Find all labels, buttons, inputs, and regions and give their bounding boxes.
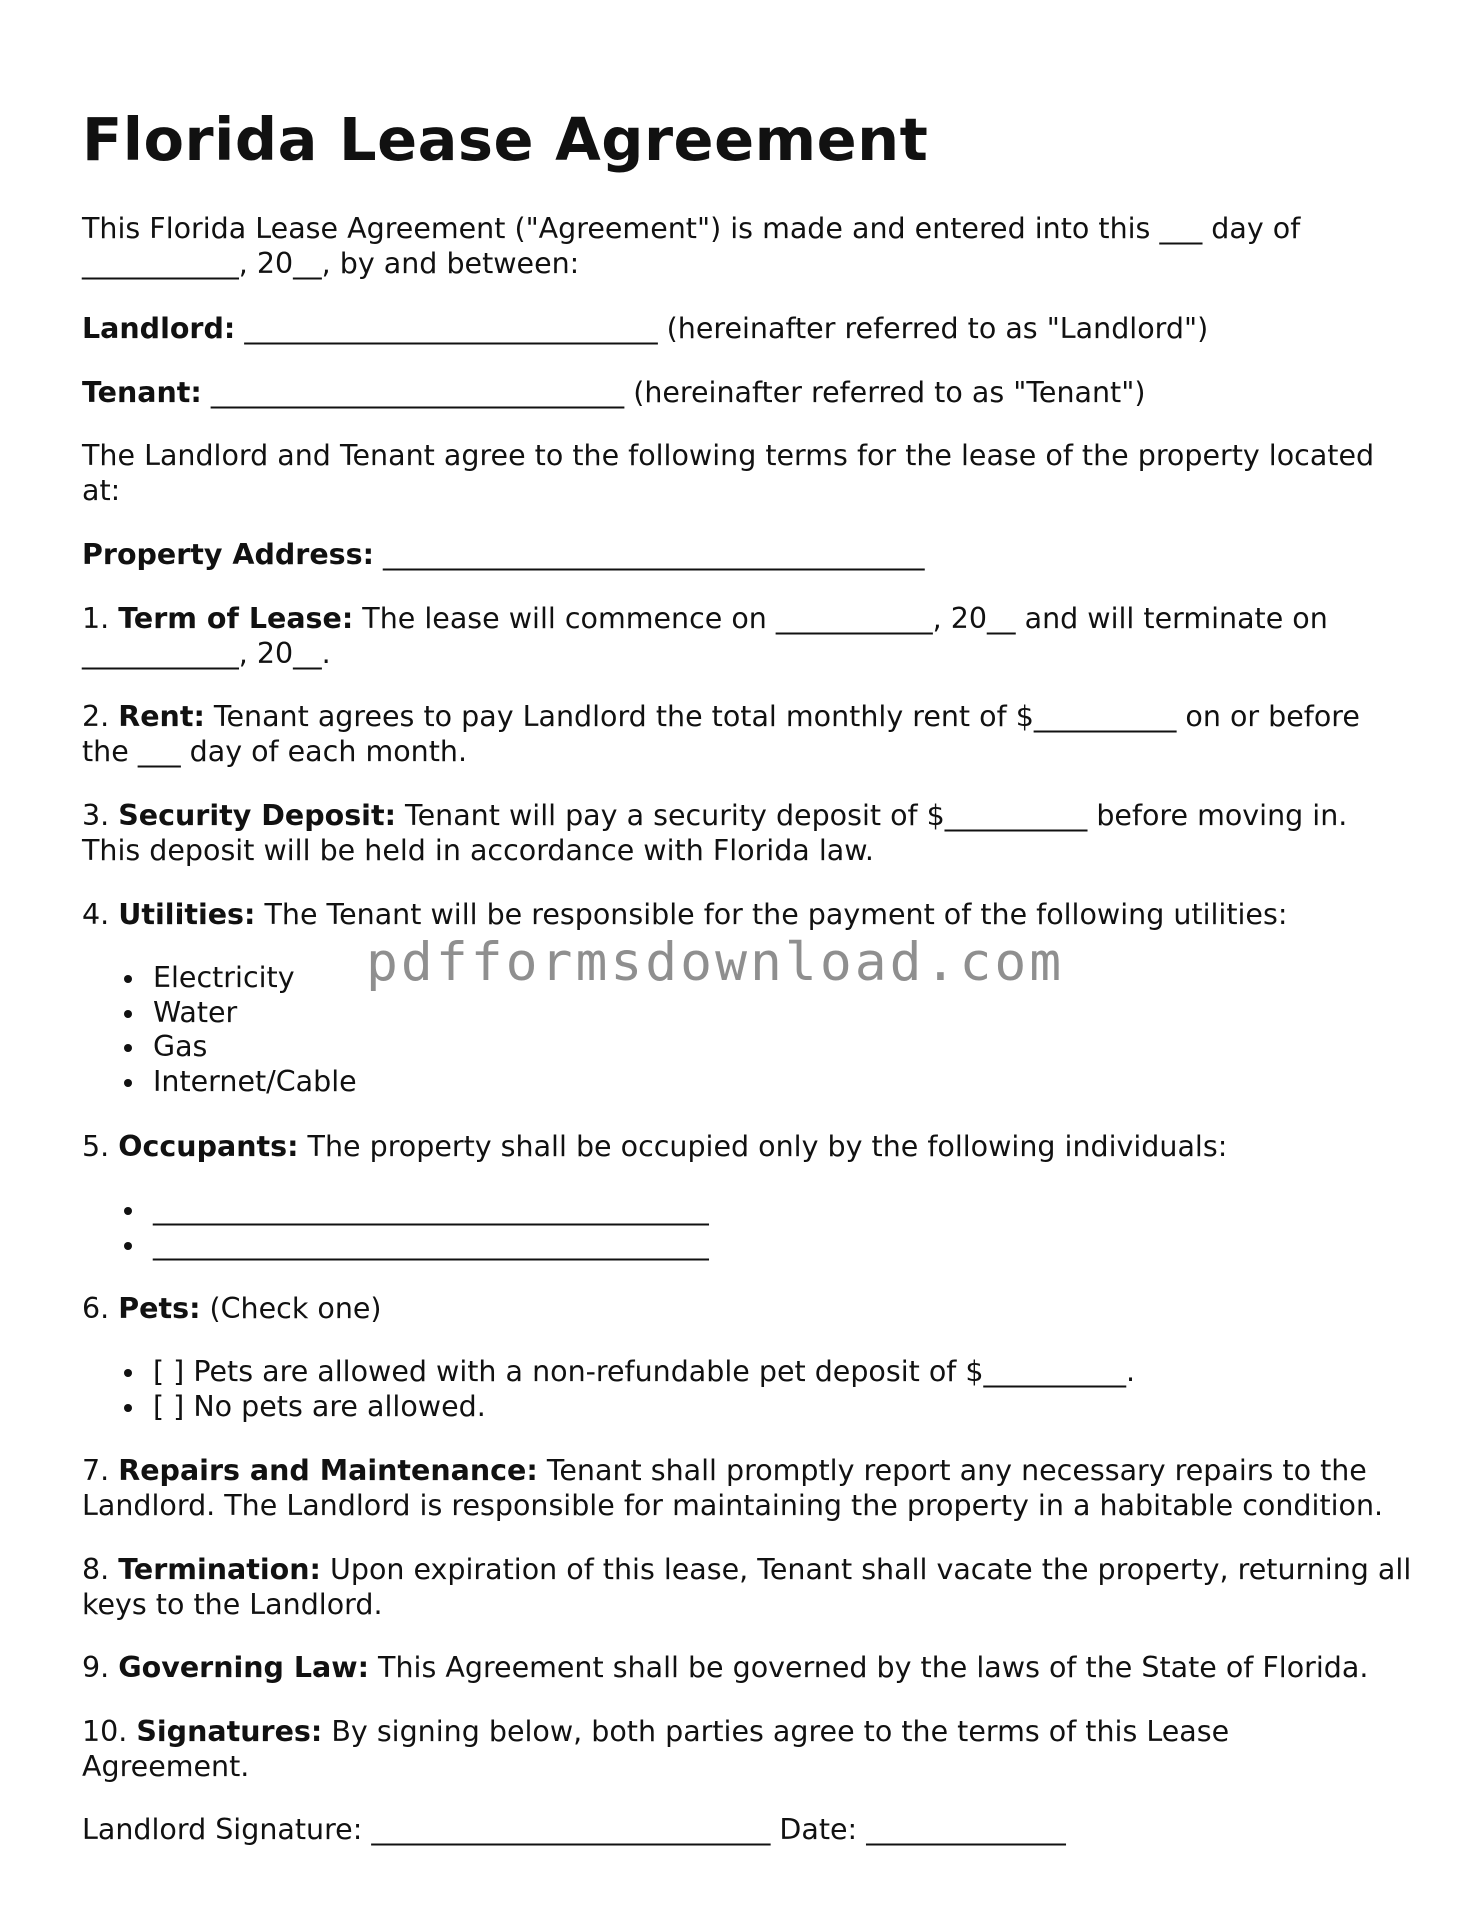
section-heading: Signatures:: [136, 1715, 323, 1748]
section-text: The lease will commence on ___________, 20__ and will terminate on ___________, 20__.: [82, 602, 1328, 670]
list-item: [ ] No pets are allowed.: [82, 1390, 1135, 1425]
section-rent: [82, 700, 1412, 769]
section-heading: Rent:: [118, 700, 205, 733]
section-number: 1.: [82, 602, 119, 635]
property-address-line: [82, 538, 1412, 573]
section-heading: Security Deposit:: [118, 799, 396, 832]
section-occupants: [82, 1130, 1412, 1165]
tenant-text: _____________________________ (hereinafter referred to as "Tenant"): [201, 376, 1146, 409]
section-security-deposit: [82, 799, 1412, 868]
list-item: _______________________________________: [82, 1228, 709, 1263]
section-number: 7.: [82, 1454, 119, 1487]
property-intro: The Landlord and Tenant agree to the following terms for the lease of the property located at:: [82, 439, 1375, 507]
section-text: Tenant will pay a security deposit of $__________ before moving in. This deposit will be held in accordance with Florida law.: [82, 799, 1348, 867]
section-text: Tenant agrees to pay Landlord the total monthly rent of $__________ on or before the ___ day of each month.: [82, 700, 1360, 768]
section-number: 10.: [82, 1715, 137, 1748]
section-repairs-maintenance: [82, 1454, 1412, 1523]
section-text: The Tenant will be responsible for the payment of the following utilities:: [255, 898, 1288, 931]
list-item: _______________________________________: [82, 1193, 709, 1228]
landlord-line: [82, 312, 1412, 347]
utilities-list: [82, 961, 357, 1099]
intro-paragraph: This Florida Lease Agreement ("Agreement") is made and entered into this ___ day of ___________, 20__, by and between:: [82, 212, 1301, 280]
section-heading: Occupants:: [118, 1130, 299, 1163]
section-text: By signing below, both parties agree to the terms of this Lease Agreement.: [82, 1715, 1230, 1783]
section-number: 2.: [82, 700, 119, 733]
watermark: pdfformsdownload.com: [366, 932, 1065, 993]
section-number: 4.: [82, 898, 119, 931]
list-item: Gas: [82, 1030, 357, 1065]
section-text: Tenant shall promptly report any necessary repairs to the Landlord. The Landlord is responsible for maintaining the property in a habitable condition.: [82, 1454, 1384, 1522]
section-signatures: [82, 1715, 1282, 1784]
section-governing-law: [82, 1651, 1412, 1686]
pets-options-list: [82, 1355, 1135, 1424]
section-number: 3.: [82, 799, 119, 832]
list-item: [ ] Pets are allowed with a non-refundable pet deposit of $__________.: [82, 1355, 1135, 1390]
section-heading: Utilities:: [118, 898, 256, 931]
section-heading: Repairs and Maintenance:: [118, 1454, 538, 1487]
section-utilities: [82, 898, 1412, 933]
section-pets: [82, 1292, 1412, 1327]
property-address-text: ______________________________________: [374, 538, 925, 571]
list-item: Water: [82, 996, 357, 1031]
list-item: Internet/Cable: [82, 1065, 357, 1100]
section-text: (Check one): [200, 1292, 382, 1325]
landlord-label: Landlord:: [82, 312, 236, 345]
landlord-text: _____________________________ (hereinafter referred to as "Landlord"): [235, 312, 1209, 345]
section-heading: Termination:: [118, 1553, 321, 1586]
section-text: Upon expiration of this lease, Tenant shall vacate the property, returning all keys to the Landlord.: [82, 1553, 1412, 1621]
section-number: 8.: [82, 1553, 119, 1586]
occupants-list: [82, 1193, 709, 1262]
tenant-label: Tenant:: [82, 376, 202, 409]
section-heading: Term of Lease:: [118, 602, 354, 635]
section-termination: [82, 1553, 1412, 1622]
section-heading: Governing Law:: [118, 1651, 369, 1684]
property-address-label: Property Address:: [82, 538, 374, 571]
section-number: 5.: [82, 1130, 119, 1163]
section-heading: Pets:: [118, 1292, 201, 1325]
section-text: The property shall be occupied only by the following individuals:: [298, 1130, 1228, 1163]
landlord-signature-line: Landlord Signature: ____________________________ Date: ______________: [82, 1813, 1066, 1846]
section-number: 6.: [82, 1292, 119, 1325]
section-term-of-lease: [82, 602, 1412, 671]
section-text: This Agreement shall be governed by the laws of the State of Florida.: [369, 1651, 1369, 1684]
section-number: 9.: [82, 1651, 119, 1684]
list-item: Electricity: [82, 961, 357, 996]
page-title: Florida Lease Agreement: [82, 105, 929, 174]
tenant-line: [82, 376, 1412, 411]
